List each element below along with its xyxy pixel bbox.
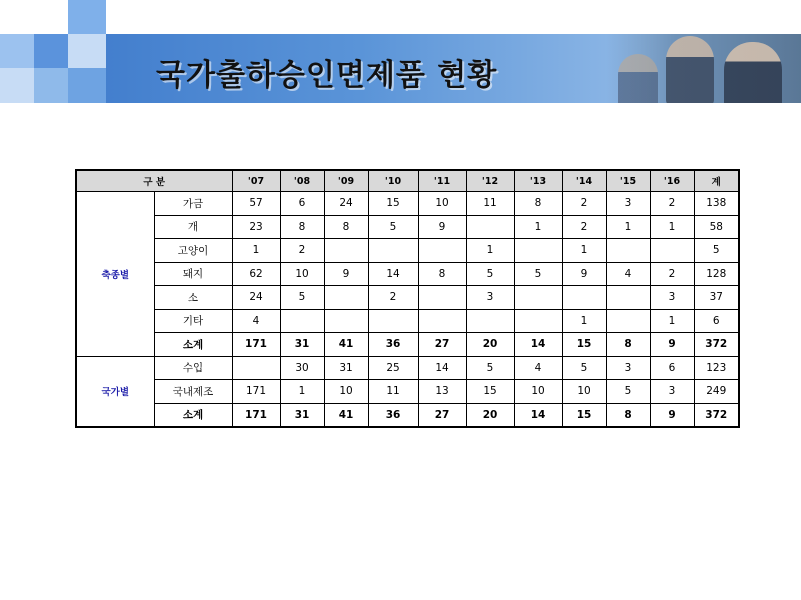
total-cell: 37 bbox=[694, 286, 739, 310]
value-cell: 14 bbox=[418, 356, 466, 380]
page-title: 국가출하승인면제품 현황 bbox=[156, 58, 498, 93]
decor-square bbox=[0, 34, 34, 68]
value-cell: 27 bbox=[418, 333, 466, 357]
value-cell: 13 bbox=[418, 380, 466, 404]
value-cell: 10 bbox=[324, 380, 368, 404]
value-cell bbox=[280, 309, 324, 333]
value-cell bbox=[418, 286, 466, 310]
value-cell: 41 bbox=[324, 333, 368, 357]
row-label: 기타 bbox=[154, 309, 232, 333]
row-label: 개 bbox=[154, 215, 232, 239]
group-label: 국가별 bbox=[76, 356, 154, 427]
value-cell: 10 bbox=[418, 192, 466, 216]
table-row bbox=[76, 356, 739, 380]
value-cell: 41 bbox=[324, 403, 368, 427]
table-row bbox=[76, 380, 739, 404]
header-year: '15 bbox=[606, 170, 650, 192]
value-cell bbox=[606, 286, 650, 310]
value-cell: 1 bbox=[514, 215, 562, 239]
value-cell bbox=[606, 309, 650, 333]
header-year: '14 bbox=[562, 170, 606, 192]
value-cell: 3 bbox=[650, 380, 694, 404]
value-cell: 1 bbox=[650, 215, 694, 239]
value-cell bbox=[418, 309, 466, 333]
table-row bbox=[76, 309, 739, 333]
table-row bbox=[76, 286, 739, 310]
value-cell: 5 bbox=[466, 356, 514, 380]
value-cell: 6 bbox=[280, 192, 324, 216]
row-label: 소 bbox=[154, 286, 232, 310]
value-cell: 2 bbox=[280, 239, 324, 263]
value-cell: 20 bbox=[466, 333, 514, 357]
value-cell: 3 bbox=[606, 192, 650, 216]
value-cell: 27 bbox=[418, 403, 466, 427]
value-cell: 6 bbox=[650, 356, 694, 380]
value-cell: 11 bbox=[368, 380, 418, 404]
value-cell: 2 bbox=[562, 215, 606, 239]
value-cell: 5 bbox=[562, 356, 606, 380]
value-cell: 14 bbox=[368, 262, 418, 286]
group-label: 축종별 bbox=[76, 192, 154, 357]
table-row bbox=[76, 215, 739, 239]
value-cell: 10 bbox=[280, 262, 324, 286]
value-cell: 1 bbox=[232, 239, 280, 263]
header-year: '09 bbox=[324, 170, 368, 192]
value-cell: 15 bbox=[368, 192, 418, 216]
decor-square bbox=[68, 0, 106, 34]
value-cell: 14 bbox=[514, 333, 562, 357]
value-cell bbox=[514, 309, 562, 333]
value-cell: 1 bbox=[562, 239, 606, 263]
value-cell: 1 bbox=[562, 309, 606, 333]
value-cell: 1 bbox=[650, 309, 694, 333]
value-cell bbox=[514, 239, 562, 263]
value-cell: 3 bbox=[606, 356, 650, 380]
decor-square bbox=[34, 68, 68, 103]
table-row bbox=[76, 262, 739, 286]
total-cell: 249 bbox=[694, 380, 739, 404]
value-cell: 15 bbox=[466, 380, 514, 404]
total-cell: 58 bbox=[694, 215, 739, 239]
value-cell: 171 bbox=[232, 380, 280, 404]
header-total: 계 bbox=[694, 170, 739, 192]
header-year: '08 bbox=[280, 170, 324, 192]
value-cell: 4 bbox=[232, 309, 280, 333]
value-cell bbox=[368, 309, 418, 333]
value-cell bbox=[650, 239, 694, 263]
value-cell bbox=[324, 239, 368, 263]
total-cell: 6 bbox=[694, 309, 739, 333]
row-label: 소계 bbox=[154, 333, 232, 357]
value-cell: 8 bbox=[514, 192, 562, 216]
value-cell: 2 bbox=[562, 192, 606, 216]
value-cell: 9 bbox=[324, 262, 368, 286]
value-cell: 8 bbox=[324, 215, 368, 239]
value-cell: 2 bbox=[650, 192, 694, 216]
row-label: 수입 bbox=[154, 356, 232, 380]
row-label: 고양이 bbox=[154, 239, 232, 263]
value-cell: 5 bbox=[280, 286, 324, 310]
value-cell: 11 bbox=[466, 192, 514, 216]
value-cell: 4 bbox=[606, 262, 650, 286]
value-cell: 24 bbox=[324, 192, 368, 216]
value-cell: 1 bbox=[466, 239, 514, 263]
total-cell: 138 bbox=[694, 192, 739, 216]
value-cell: 171 bbox=[232, 333, 280, 357]
value-cell: 2 bbox=[650, 262, 694, 286]
value-cell: 10 bbox=[562, 380, 606, 404]
value-cell: 171 bbox=[232, 403, 280, 427]
value-cell bbox=[514, 286, 562, 310]
total-cell: 372 bbox=[694, 403, 739, 427]
header-year: '07 bbox=[232, 170, 280, 192]
value-cell: 15 bbox=[562, 333, 606, 357]
value-cell: 9 bbox=[418, 215, 466, 239]
business-people-photo bbox=[606, 34, 801, 103]
value-cell: 1 bbox=[280, 380, 324, 404]
value-cell: 3 bbox=[466, 286, 514, 310]
header-year: '11 bbox=[418, 170, 466, 192]
value-cell: 31 bbox=[324, 356, 368, 380]
row-label: 돼지 bbox=[154, 262, 232, 286]
value-cell: 31 bbox=[280, 333, 324, 357]
row-label: 국내제조 bbox=[154, 380, 232, 404]
subtotal-row bbox=[76, 333, 739, 357]
value-cell: 8 bbox=[606, 333, 650, 357]
row-label: 가금 bbox=[154, 192, 232, 216]
value-cell bbox=[232, 356, 280, 380]
header-year: '10 bbox=[368, 170, 418, 192]
table-row bbox=[76, 239, 739, 263]
value-cell: 9 bbox=[562, 262, 606, 286]
decor-square bbox=[0, 68, 34, 103]
value-cell: 5 bbox=[368, 215, 418, 239]
value-cell: 4 bbox=[514, 356, 562, 380]
table-header-row bbox=[76, 170, 739, 192]
value-cell: 5 bbox=[466, 262, 514, 286]
value-cell: 36 bbox=[368, 403, 418, 427]
value-cell: 14 bbox=[514, 403, 562, 427]
approval-table bbox=[75, 169, 740, 428]
row-label: 소계 bbox=[154, 403, 232, 427]
value-cell: 20 bbox=[466, 403, 514, 427]
header-year: '16 bbox=[650, 170, 694, 192]
header-category: 구 분 bbox=[76, 170, 232, 192]
value-cell bbox=[418, 239, 466, 263]
value-cell: 1 bbox=[606, 215, 650, 239]
value-cell: 57 bbox=[232, 192, 280, 216]
value-cell: 8 bbox=[418, 262, 466, 286]
value-cell bbox=[324, 309, 368, 333]
value-cell bbox=[606, 239, 650, 263]
total-cell: 372 bbox=[694, 333, 739, 357]
total-cell: 128 bbox=[694, 262, 739, 286]
value-cell bbox=[466, 309, 514, 333]
total-cell: 5 bbox=[694, 239, 739, 263]
value-cell bbox=[324, 286, 368, 310]
value-cell: 23 bbox=[232, 215, 280, 239]
value-cell bbox=[562, 286, 606, 310]
value-cell: 2 bbox=[368, 286, 418, 310]
value-cell: 10 bbox=[514, 380, 562, 404]
value-cell bbox=[466, 215, 514, 239]
value-cell: 62 bbox=[232, 262, 280, 286]
value-cell bbox=[368, 239, 418, 263]
value-cell: 24 bbox=[232, 286, 280, 310]
decor-square bbox=[68, 34, 106, 68]
subtotal-row bbox=[76, 403, 739, 427]
value-cell: 36 bbox=[368, 333, 418, 357]
value-cell: 8 bbox=[606, 403, 650, 427]
value-cell: 3 bbox=[650, 286, 694, 310]
decor-square bbox=[68, 68, 106, 103]
value-cell: 15 bbox=[562, 403, 606, 427]
value-cell: 9 bbox=[650, 333, 694, 357]
value-cell: 25 bbox=[368, 356, 418, 380]
value-cell: 9 bbox=[650, 403, 694, 427]
decor-square bbox=[34, 34, 68, 68]
value-cell: 31 bbox=[280, 403, 324, 427]
value-cell: 30 bbox=[280, 356, 324, 380]
header-year: '12 bbox=[466, 170, 514, 192]
value-cell: 5 bbox=[514, 262, 562, 286]
table-row bbox=[76, 192, 739, 216]
value-cell: 5 bbox=[606, 380, 650, 404]
header-year: '13 bbox=[514, 170, 562, 192]
value-cell: 8 bbox=[280, 215, 324, 239]
total-cell: 123 bbox=[694, 356, 739, 380]
